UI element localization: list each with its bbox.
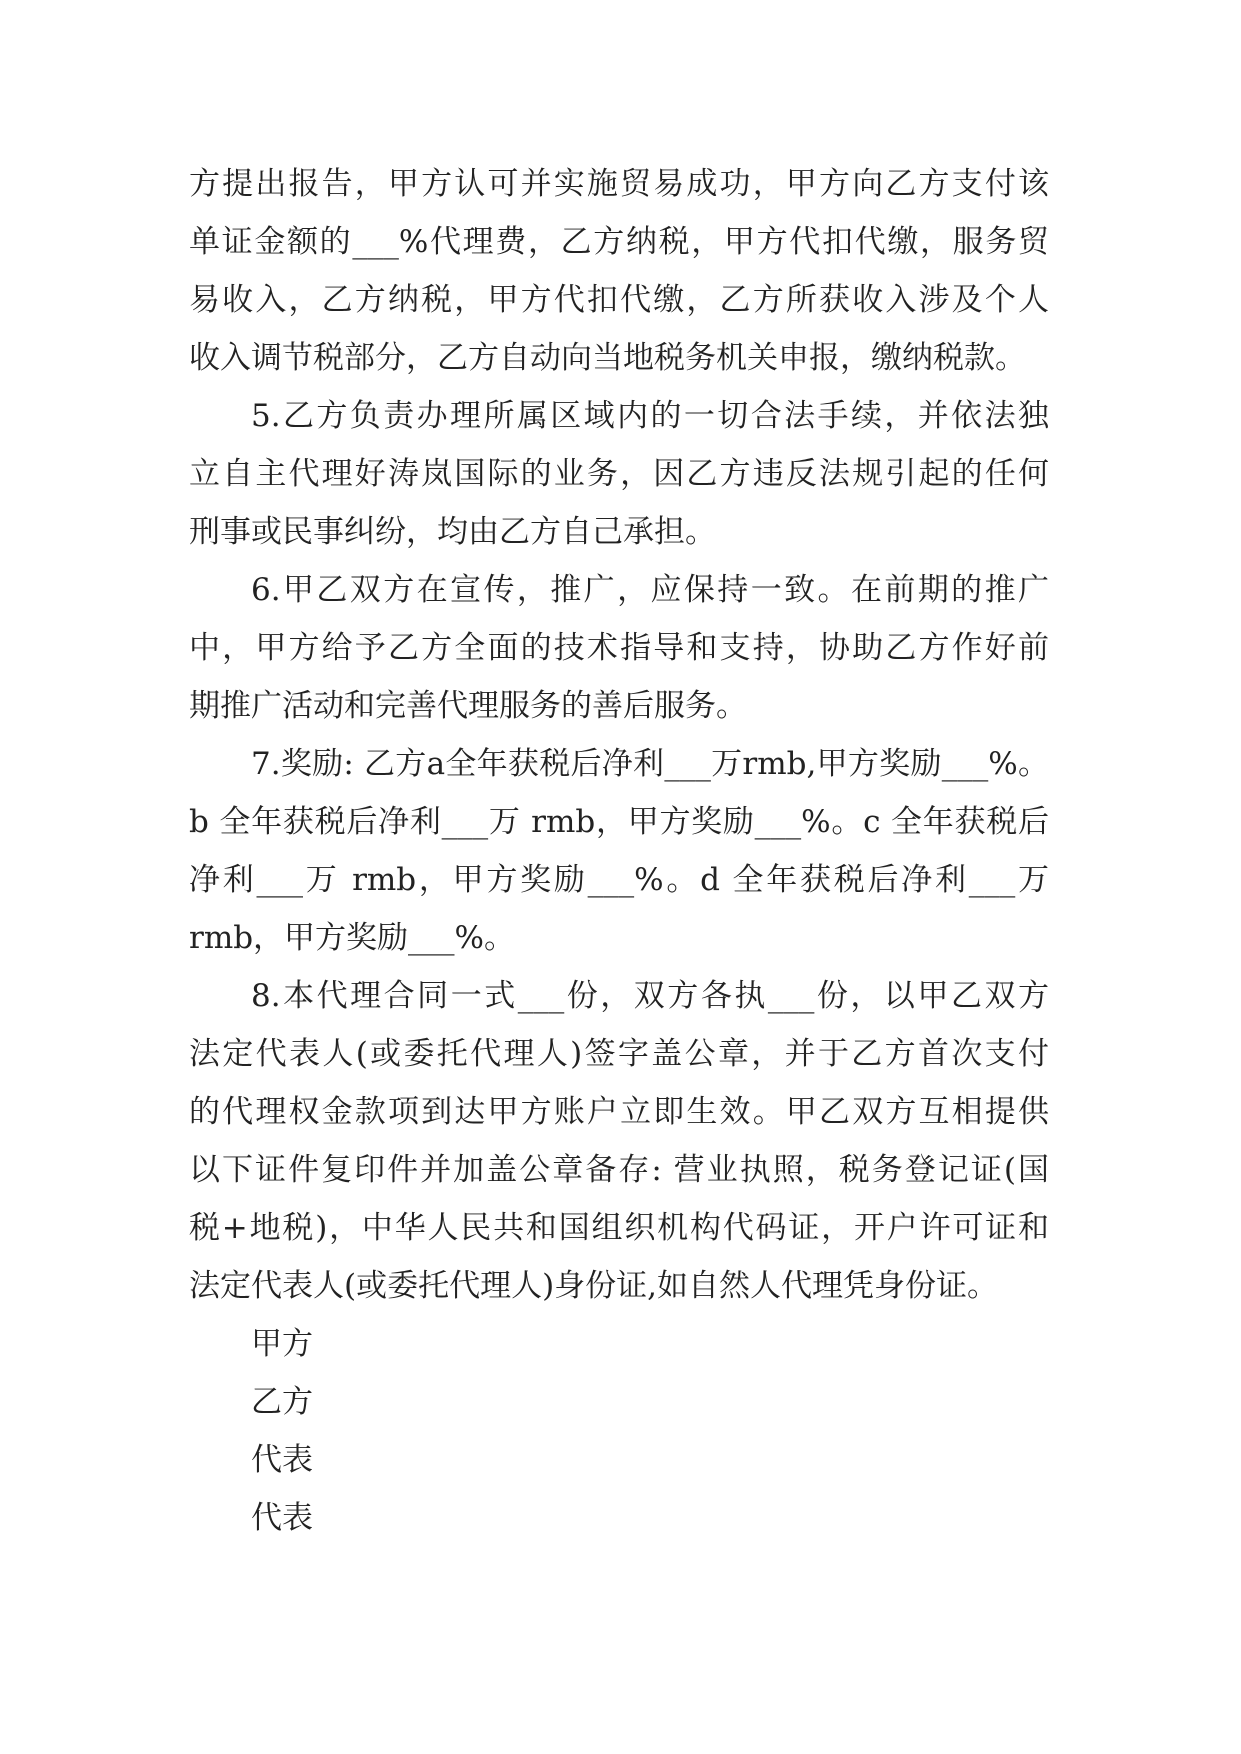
paragraph-7 (189, 735, 1049, 967)
text-line: 税+地税)，中华人民共和国组织机构代码证，开户许可证和 (189, 1210, 1049, 1246)
text-line: 中，甲方给予乙方全面的技术指导和支持，协助乙方作好前 (189, 630, 1049, 666)
text-line: b 全年获税后净利___万 rmb，甲方奖励___%。c 全年获税后 (189, 804, 1049, 840)
text-line: 5.乙方负责办理所属区域内的一切合法手续，并依法独 (251, 398, 1049, 434)
text-line: 法定代表人(或委托代理人)签字盖公章，并于乙方首次支付 (189, 1036, 1049, 1072)
text-line: 单证金额的___%代理费，乙方纳税，甲方代扣代缴，服务贸 (189, 224, 1049, 260)
signature-block (189, 1315, 1049, 1547)
text-line: 的代理权金款项到达甲方账户立即生效。甲乙双方互相提供 (189, 1094, 1049, 1130)
signature-party-a: 甲方 (251, 1326, 313, 1362)
text-line: 易收入，乙方纳税，甲方代扣代缴，乙方所获收入涉及个人 (189, 282, 1049, 318)
signature-party-b: 乙方 (251, 1384, 313, 1420)
paragraph-6 (189, 561, 1049, 735)
paragraph-5 (189, 387, 1049, 561)
text-line: 6.甲乙双方在宣传，推广，应保持一致。在前期的推广 (251, 572, 1049, 608)
paragraph-4-tail (189, 155, 1049, 387)
text-line: 以下证件复印件并加盖公章备存: 营业执照，税务登记证(国 (189, 1152, 1049, 1188)
text-line: 期推广活动和完善代理服务的善后服务。 (189, 688, 747, 724)
text-line: 收入调节税部分，乙方自动向当地税务机关申报，缴纳税款。 (189, 340, 1026, 376)
signature-representative-a: 代表 (251, 1442, 313, 1478)
text-line: 7.奖励: 乙方a全年获税后净利___万rmb,甲方奖励___%。 (251, 746, 1049, 782)
text-line: 8.本代理合同一式___份，双方各执___份，以甲乙双方 (251, 978, 1049, 1014)
text-line: 净利___万 rmb，甲方奖励___%。d 全年获税后净利___万 (189, 862, 1049, 898)
text-line: 法定代表人(或委托代理人)身份证,如自然人代理凭身份证。 (189, 1268, 999, 1304)
text-line: 立自主代理好涛岚国际的业务，因乙方违反法规引起的任何 (189, 456, 1049, 492)
text-line: 刑事或民事纠纷，均由乙方自己承担。 (189, 514, 716, 550)
paragraph-8 (189, 967, 1049, 1315)
signature-representative-b: 代表 (251, 1500, 313, 1536)
text-line: 方提出报告，甲方认可并实施贸易成功，甲方向乙方支付该 (189, 166, 1049, 202)
text-line: rmb，甲方奖励___%。 (189, 920, 516, 956)
document-page (189, 155, 1049, 1547)
